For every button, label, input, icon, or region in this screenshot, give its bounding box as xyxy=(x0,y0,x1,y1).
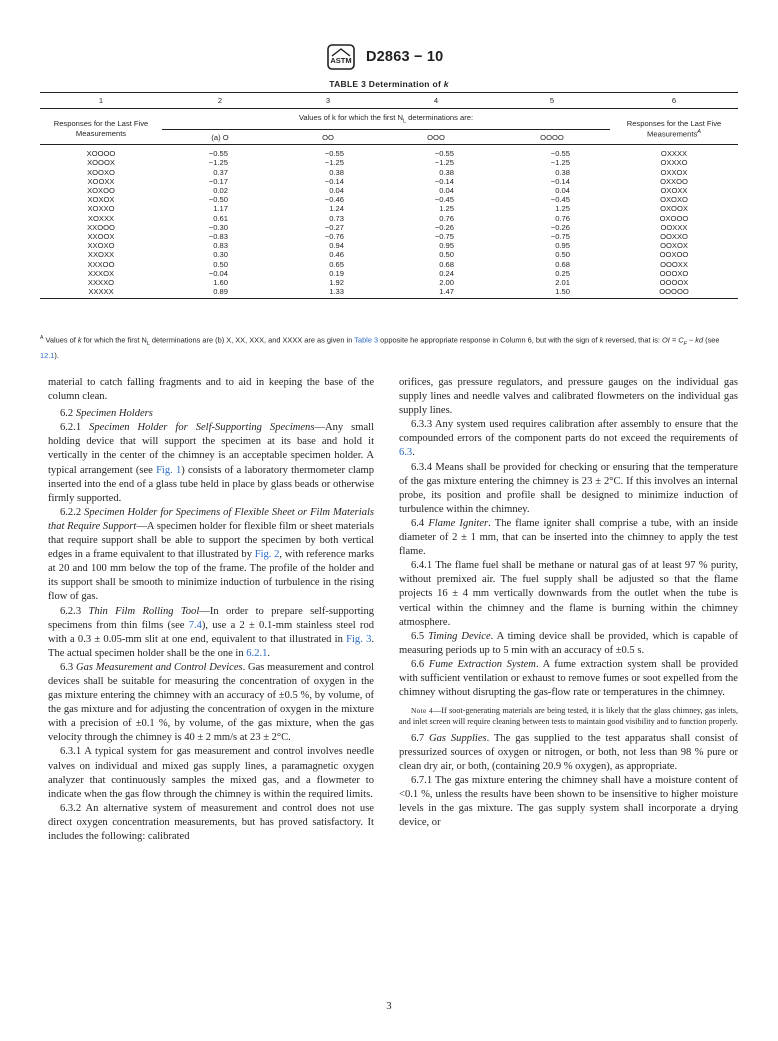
table-cell: 0.95 xyxy=(439,241,454,251)
table-cell: −0.55 xyxy=(324,149,344,159)
table-row xyxy=(40,195,738,204)
table-cell: −1.25 xyxy=(324,158,344,168)
table-cell: 0.68 xyxy=(555,259,570,269)
table-cell: −0.26 xyxy=(434,222,454,232)
section-6-4-1: 6.4.1 The flame fuel shall be methane or natural gas of at least 97 % purity, without premixed air. The fuel supply shall be adjusted so that the flame projects 16 ± 4 mm vertically downwards from the outlet when the tube is vertical within the chimney and the flame is burning within the chimney atmosphere. xyxy=(399,560,738,628)
section-6-2-1: 6.2.1 Specimen Holder for Self-Supporting Specimens—Any small holding device that will support the specimen at its base and hold it vertically in the center of the chimney is an acceptable specimen holder. A typical arrangement (see Fig. 1) consists of a laboratory thermometer clamp inserted into the end of a glass tube held in place by glass beads or otherwise firmly supported. xyxy=(48,422,375,504)
table-cell: XXOXX xyxy=(87,250,115,260)
table-cell: OXOOO xyxy=(659,213,689,223)
table-cell: 0.83 xyxy=(213,241,228,251)
col-number: 5 xyxy=(549,96,555,105)
table-cell: XOOXO xyxy=(87,167,115,177)
table-cell: OXOXO xyxy=(660,195,688,205)
table-cell: 2.01 xyxy=(555,277,570,287)
table-cell: 1.47 xyxy=(439,287,454,297)
table-cell: 0.46 xyxy=(329,250,344,260)
table-cell: XXXXO xyxy=(87,277,115,287)
table-footnote: $^A$ Values of k for which the first $N_L$ determinations are (b) X, XX, XXX, and XXXX are as given in Table 3 opposite he appropriate response in Column 6, but with the sign of k reversed, that is: OI = $C_F$ − kd (see 12.1). xyxy=(40,335,720,361)
link-fig-2[interactable]: Fig. 2 xyxy=(254,549,280,561)
header-left: Responses for the Last Five Measurements xyxy=(53,119,149,138)
link-section-6-2-1[interactable]: 6.2.1 xyxy=(246,647,268,659)
table-cell: 0.38 xyxy=(329,167,344,177)
section-6-2-3: 6.2.3 Thin Film Rolling Tool—In order to prepare self-supporting specimens from thin films (see 7.4), use a 2 ± 0.1-mm stainless steel rod with a 0.3 ± 0.05-mm slit at one end, equivalent to that illustrated in Fig. 3. The actual specimen holder shall be the one in 6.2.1. xyxy=(48,605,374,659)
table-cell: 0.38 xyxy=(439,167,454,177)
astm-logo-icon xyxy=(327,44,355,70)
table-row xyxy=(40,186,738,195)
table-cell: −0.17 xyxy=(208,176,228,186)
header-row xyxy=(40,109,738,130)
table-cell: 0.37 xyxy=(213,167,228,177)
table-cell: 0.50 xyxy=(213,259,228,269)
table-cell: XXOOX xyxy=(87,231,115,241)
determination-table xyxy=(40,92,738,299)
table-cell: 1.92 xyxy=(329,277,344,287)
table-title: TABLE 3 Determination of k xyxy=(329,79,449,89)
table-cell: 0.04 xyxy=(439,185,454,195)
link-fig-3[interactable]: Fig. 3 xyxy=(346,633,372,645)
table-cell: −0.75 xyxy=(550,231,570,241)
table-cell: XOXXX xyxy=(87,213,115,223)
section-6-6: 6.6 Fume Extraction System. A fume extraction system shall be provided with sufficient ventilation or exhaust to remove fumes or soot expelled from the chimney without disrupting the gas-flow rate or temperatures in the chimney. xyxy=(399,658,738,699)
table-cell: XOXXO xyxy=(87,204,115,214)
subheader: OOO xyxy=(427,132,445,142)
table-cell: 2.00 xyxy=(439,277,454,287)
subheader: OOOO xyxy=(540,132,564,142)
table-cell: OOXOX xyxy=(660,241,688,251)
table-row xyxy=(40,269,738,278)
table-cell: OOXOO xyxy=(659,250,689,260)
table-cell: 0.19 xyxy=(329,268,344,278)
section-6-7-1: 6.7.1 The gas mixture entering the chimney shall have a moisture content of <0.1 %, unless the results have been shown to be insensitive to higher moisture levels in the gas mixture. The gas supply system shall incorporate a drying device, or xyxy=(399,774,738,829)
table-cell: 1.50 xyxy=(555,287,570,297)
link-section-6-3[interactable]: 6.3 xyxy=(399,447,413,459)
subheader: OO xyxy=(322,132,334,142)
section-6-3-2: 6.3.2 An alternative system of measurement and control does not use direct oxygen concentration measurements, but has proved satisfactory. It includes the following: calibrated xyxy=(48,802,374,842)
table-cell: OXXXO xyxy=(660,158,688,168)
table-cell: −0.55 xyxy=(550,149,570,159)
table-row xyxy=(40,287,738,299)
table-cell: −0.46 xyxy=(324,195,344,205)
table-row xyxy=(40,177,738,186)
table-cell: −0.55 xyxy=(208,149,228,159)
table-row xyxy=(40,232,738,241)
table-cell: 1.24 xyxy=(329,204,344,214)
table-row xyxy=(40,241,738,250)
section-6-4: 6.4 Flame Igniter. The flame igniter shall comprise a tube, with an inside diameter of 2 ± 1 mm, that can be inserted into the chimney to apply the test flame. xyxy=(399,517,738,558)
table-cell: XOOOO xyxy=(86,149,116,159)
table-cell: −0.30 xyxy=(208,222,228,232)
table-cell: 0.25 xyxy=(555,268,570,278)
table-cell: 0.50 xyxy=(555,250,570,260)
table-cell: 0.89 xyxy=(213,287,228,297)
table-cell: 0.38 xyxy=(555,167,570,177)
document-id: D2863 − 10 xyxy=(366,49,444,65)
col-number: 6 xyxy=(671,96,677,105)
section-6-2: 6.2 Specimen Holders xyxy=(60,408,153,420)
table-cell: 0.30 xyxy=(213,250,228,260)
col-number: 2 xyxy=(217,96,223,105)
table-cell: XXOOO xyxy=(87,222,115,232)
table-cell: XXXOX xyxy=(87,268,115,278)
table-cell: OOOOO xyxy=(659,287,689,297)
right-column xyxy=(399,376,738,830)
col-number: 3 xyxy=(325,96,331,105)
table-cell: 0.24 xyxy=(439,268,454,278)
link-fig-1[interactable]: Fig. 1 xyxy=(156,464,182,476)
section-6-3-3: 6.3.3 Any system used requires calibration after assembly to ensure that the compounded errors of the component parts do not exceed the requirements of 6.3. xyxy=(399,419,738,459)
table-cell: XOXOO xyxy=(87,185,115,195)
table-cell: 0.04 xyxy=(329,185,344,195)
table-cell: 1.33 xyxy=(329,287,344,297)
table-cell: −0.04 xyxy=(208,268,228,278)
table-row xyxy=(40,168,738,177)
column-number-row xyxy=(40,93,738,109)
table-cell: −0.55 xyxy=(434,149,454,159)
link-table-3[interactable]: Table 3 xyxy=(354,335,379,345)
link-section-7-4[interactable]: 7.4 xyxy=(188,619,202,631)
section-6-3-1: 6.3.1 A typical system for gas measurement and control involves needle valves on individual and mixed gas supply lines, a paramagnetic oxygen analyzer that continuously samples the mixed gas, and a flowmeter to indicate when the gas flow through the chimney is within the required limits. xyxy=(48,746,374,800)
table-cell: −0.45 xyxy=(434,195,454,205)
table-cell: 0.65 xyxy=(329,259,344,269)
section-6-5: 6.5 Timing Device. A timing device shall be provided, which is capable of measuring periods up to 5 min with an accuracy of ±0.5 s. xyxy=(399,630,738,656)
note-4: Note 4—If soot-generating materials are being tested, it is likely that the glass chimney, gas inlets, and inlet screen will require cleaning between tests to maintain good visibility and to function properly. xyxy=(399,706,738,727)
table-cell: −0.14 xyxy=(434,176,454,186)
table-cell: −0.14 xyxy=(324,176,344,186)
table-cell: 0.68 xyxy=(439,259,454,269)
table-cell: −0.76 xyxy=(324,231,344,241)
section-6-2-2: 6.2.2 Specimen Holder for Specimens of Flexible Sheet or Film Materials that Require Support—A specimen holder for flexible film or sheet materials that require support shall be able to support the specimen by both vertical edges in a frame equivalent to that illustrated by Fig. 2, with reference marks at 20 and 100 mm below the top of the frame. The profile of the holder and its support shall be smooth to minimize induction of turbulence in the rising flow of gas. xyxy=(48,506,375,603)
table-cell: −0.45 xyxy=(550,195,570,205)
table-cell: 1.25 xyxy=(555,204,570,214)
table-cell: −1.25 xyxy=(550,158,570,168)
table-cell: XXXXX xyxy=(88,287,114,297)
table-cell: OOOXO xyxy=(659,268,689,278)
table-cell: 0.61 xyxy=(213,213,228,223)
table-cell: 0.02 xyxy=(213,185,228,195)
table-cell: −0.27 xyxy=(324,222,344,232)
table-cell: 1.60 xyxy=(213,277,228,287)
table-cell: XOOOX xyxy=(87,158,115,168)
table-cell: 0.04 xyxy=(555,185,570,195)
table-row xyxy=(40,223,738,232)
table-cell: OXXOX xyxy=(660,167,688,177)
table-row xyxy=(40,204,738,213)
table-row xyxy=(40,260,738,269)
table-cell: −1.25 xyxy=(434,158,454,168)
col-number: 4 xyxy=(433,96,439,105)
link-section-12-1[interactable]: 12.1 xyxy=(40,351,55,361)
table-row xyxy=(40,158,738,167)
table-cell: −0.75 xyxy=(434,231,454,241)
page-number: 3 xyxy=(386,1001,392,1012)
table-cell: 1.25 xyxy=(439,204,454,214)
table-cell: 0.73 xyxy=(329,213,344,223)
table-row xyxy=(40,214,738,223)
table-cell: OXOXX xyxy=(660,185,688,195)
col-number: 1 xyxy=(98,96,104,105)
table-cell: 0.94 xyxy=(329,241,344,251)
table-row xyxy=(40,145,738,159)
table-cell: −0.26 xyxy=(550,222,570,232)
svg-text:ASTM: ASTM xyxy=(330,56,352,65)
page-header xyxy=(0,44,778,72)
table-cell: 0.76 xyxy=(555,213,570,223)
section-6-3-4: 6.3.4 Means shall be provided for checking or ensuring that the temperature of the gas mixture entering the chimney is 23 ± 2°C. If this involves an internal probe, its position and profile shall be designed to minimize induction of turbulence within the chimney. xyxy=(399,461,738,515)
table-cell: XOOXX xyxy=(87,176,115,186)
subheader: (a) O xyxy=(211,132,229,142)
table-row xyxy=(40,278,738,287)
header-middle: Values of k for which the first $N_L$ determinations are: xyxy=(162,109,610,130)
table-cell: −1.25 xyxy=(208,158,228,168)
table-cell: OOOXX xyxy=(660,259,688,269)
table-cell: OOXXX xyxy=(660,222,688,232)
paragraph: material to catch falling fragments and to aid in keeping the base of the column clean. xyxy=(48,377,374,403)
header-right: Responses for the Last Five Measurements$^A$ xyxy=(626,118,722,139)
table-cell: −0.83 xyxy=(208,231,228,241)
table-body xyxy=(40,145,738,299)
paragraph: orifices, gas pressure regulators, and pressure gauges on the individual gas supply lines and needle valves and calibrated flowmeters on the individual gas supply lines. xyxy=(399,377,738,417)
table-cell: 0.95 xyxy=(555,241,570,251)
table-cell: XXOXO xyxy=(87,241,115,251)
table-cell: OXOOX xyxy=(660,204,688,214)
table-cell: 0.50 xyxy=(439,250,454,260)
table-cell: OXXXX xyxy=(660,149,688,159)
table-row xyxy=(40,250,738,259)
table-cell: −0.50 xyxy=(208,195,228,205)
table-cell: −0.14 xyxy=(550,176,570,186)
table-cell: 1.17 xyxy=(213,204,228,214)
table-cell: OXXOO xyxy=(660,176,688,186)
table-cell: 0.76 xyxy=(439,213,454,223)
section-6-3: 6.3 Gas Measurement and Control Devices. Gas measurement and control devices shall be suitable for measuring the concentration of oxygen in the gas mixture entering the chimney with an accuracy of ±0.5 %, by volume, of the gas mixture and for adjusting the concentration of oxygen in the mixture with a precision of ±0.1 %, by volume, of the gas mixture, when the gas velocity through the chimney is 40 ± 2 mm/s at 23 ± 2°C. xyxy=(48,661,374,744)
table-cell: OOOOX xyxy=(659,277,689,287)
section-6-7: 6.7 Gas Supplies. The gas supplied to the test apparatus shall consist of pressurized sources of oxygen or nitrogen, or both, not less than 98 % pure or clean dry air, or both, (containing 20.9 % oxygen), as appropriate. xyxy=(399,732,738,772)
table-cell: OOXXO xyxy=(660,231,688,241)
table-cell: XXXOO xyxy=(87,259,115,269)
left-column xyxy=(48,376,374,844)
table-cell: XOXOX xyxy=(87,195,115,205)
